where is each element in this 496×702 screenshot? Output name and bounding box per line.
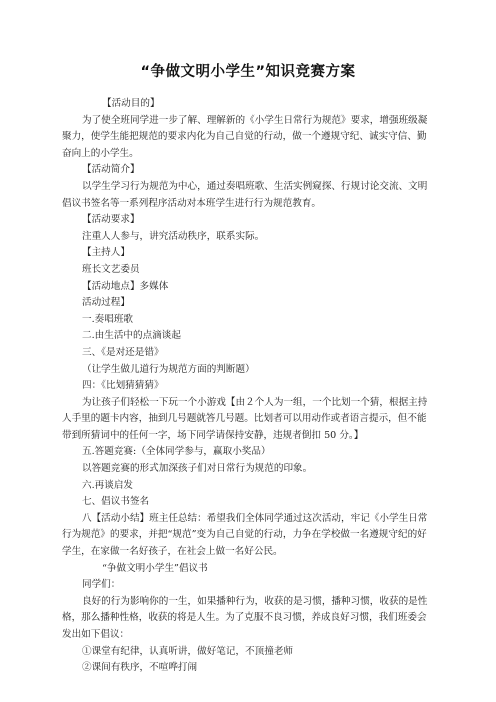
paragraph: 注重人人参与，讲究活动秩序，联系实际。 bbox=[82, 230, 265, 242]
paragraph: 以学生学习行为规范为中心，通过奏唱班歌、生活实例窥探、行规讨论交流、文明倡议书签名等一系列程序活动对本班学生进行行为规范教育。 bbox=[62, 180, 428, 209]
paragraph: 三、《是对还是错》 bbox=[82, 346, 164, 358]
paragraph: 八【活动小结】班主任总结：希望我们全体同学通过这次活动，牢记《小学生日常行为规范》的要求，并把“规范”变为自己自觉的行动，力争在学校做一名遵规守纪的好学生，在家做一名好孩子，在社会上做一名好公民。 bbox=[62, 512, 428, 558]
paragraph: 同学们： bbox=[82, 579, 121, 591]
paragraph: 【活动要求】 bbox=[82, 214, 140, 226]
paragraph: （让学生做儿道行为规范方面的判断题） bbox=[82, 363, 255, 375]
paragraph: 班长文艺委员 bbox=[82, 263, 140, 275]
paragraph: 七、倡议书签名 bbox=[82, 496, 150, 508]
paragraph: 六.再谈启发 bbox=[82, 479, 134, 491]
paragraph: 一.奏唱班歌 bbox=[82, 313, 134, 325]
paragraph: 【主持人】 bbox=[82, 247, 130, 259]
document-title: “争做文明小学生”知识竞赛方案 bbox=[140, 64, 356, 80]
paragraph: 良好的行为影响你的一生，如果播种行为，收获的是习惯，播种习惯，收获的是性格，那么播种性格，收获的将是人生。为了克服不良习惯，养成良好习惯，我们班委会发出如下倡议： bbox=[62, 595, 428, 640]
paragraph: 【活动地点】多媒体 bbox=[82, 280, 169, 292]
paragraph: 四：《比划猜猜猜》 bbox=[82, 380, 164, 392]
paragraph: 五.答题竞赛:（全体同学参与，赢取小奖品） bbox=[82, 446, 271, 458]
paragraph: 【活动简介】 bbox=[82, 164, 140, 176]
document-body bbox=[62, 96, 436, 677]
paragraph: 以答题竞赛的形式加深孩子们对日常行为规范的印象。 bbox=[82, 463, 313, 475]
paragraph: 【活动目的】 bbox=[102, 98, 160, 109]
paragraph: 活动过程】 bbox=[82, 297, 130, 309]
paragraph: 为了使全班同学进一步了解、理解新的《小学生日常行为规范》要求，增强班级凝聚力，使学生能把规范的要求内化为自己自觉的行动，做一个遵规守纪、诚实守信、勤奋向上的小学生。 bbox=[62, 114, 428, 159]
paragraph: 为让孩子们轻松一下玩一个小游戏【由２个人为一组，一个比划一个猜，根据主持人手里的题卡内容，抽到几号题就答几号题。比划者可以用动作或者语言提示，但不能带到所猜词中的任何一字，场下同学请保持安静，违规者倒扣 50 分。】 bbox=[62, 396, 428, 441]
paragraph: ②课间有秩序，不喧哗打闹 bbox=[82, 662, 198, 674]
paragraph: ①课堂有纪律，认真听讲，做好笔记，不顶撞老师 bbox=[82, 645, 294, 657]
paragraph: 二.由生活中的点滴谈起 bbox=[82, 330, 181, 342]
paragraph: “争做文明小学生”倡议书 bbox=[102, 562, 208, 574]
